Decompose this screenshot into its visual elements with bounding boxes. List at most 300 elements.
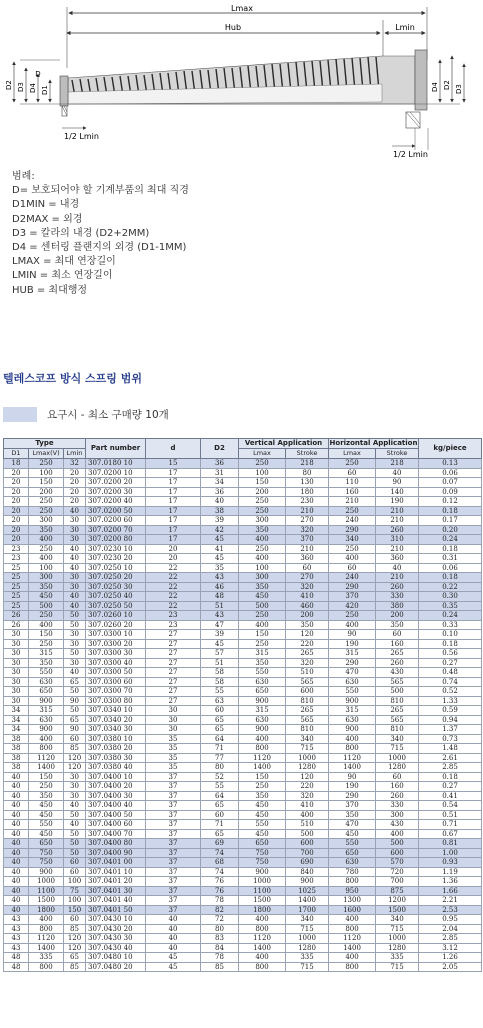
table-row — [4, 487, 482, 497]
cell-d2: 65 — [201, 829, 239, 839]
cell-h-stroke: 300 — [376, 810, 419, 820]
cell-d: 30 — [146, 715, 201, 725]
legend-title: 범례: — [12, 171, 35, 182]
cell-v-stroke: 320 — [286, 525, 329, 535]
table-row — [4, 611, 482, 621]
cell-h-stroke: 340 — [376, 734, 419, 744]
cell-lmax-v: 650 — [29, 687, 64, 697]
cell-d1: 23 — [4, 544, 29, 554]
cell-h-stroke: 500 — [376, 839, 419, 849]
cell-lmax-v: 250 — [29, 497, 64, 507]
cell-d2: 65 — [201, 801, 239, 811]
cell-v-lmax: 250 — [239, 639, 286, 649]
cell-h-stroke: 200 — [376, 611, 419, 621]
table-row — [4, 639, 482, 649]
cell-h-lmax: 1600 — [329, 905, 376, 915]
cell-weight: 2.21 — [419, 896, 482, 906]
cell-v-lmax: 315 — [239, 649, 286, 659]
cell-d1: 34 — [4, 725, 29, 735]
cell-v-stroke: 220 — [286, 782, 329, 792]
cell-d: 37 — [146, 772, 201, 782]
half-lmin-right-label: 1/2 Lmin — [393, 150, 428, 159]
cell-d2: 31 — [201, 468, 239, 478]
cell-lmax-v: 350 — [29, 582, 64, 592]
cell-lmin: 40 — [64, 592, 86, 602]
cell-lmin: 32 — [64, 459, 86, 469]
cell-d1: 40 — [4, 829, 29, 839]
cell-d1: 40 — [4, 848, 29, 858]
cell-v-lmax: 400 — [239, 535, 286, 545]
cell-h-lmax: 190 — [329, 782, 376, 792]
cell-d1: 43 — [4, 915, 29, 925]
cell-d: 37 — [146, 820, 201, 830]
cell-v-lmax: 300 — [239, 516, 286, 526]
cell-d2: 68 — [201, 858, 239, 868]
cell-weight: 1.33 — [419, 696, 482, 706]
cell-v-stroke: 600 — [286, 839, 329, 849]
cell-v-lmax: 800 — [239, 924, 286, 934]
cell-v-lmax: 630 — [239, 715, 286, 725]
cell-lmax-v: 150 — [29, 772, 64, 782]
cell-d: 22 — [146, 563, 201, 573]
cell-lmax-v: 1800 — [29, 905, 64, 915]
cell-h-stroke: 260 — [376, 658, 419, 668]
cell-v-stroke: 510 — [286, 820, 329, 830]
cell-d: 30 — [146, 706, 201, 716]
cell-v-lmax: 400 — [239, 620, 286, 630]
cell-v-lmax: 400 — [239, 953, 286, 963]
cell-d1: 25 — [4, 601, 29, 611]
d3-label: D3 — [17, 82, 25, 92]
cell-weight: 0.30 — [419, 592, 482, 602]
cell-weight: 0.35 — [419, 601, 482, 611]
cell-part-number: 307.0400 30 — [86, 791, 146, 801]
cell-part-number: 307.0401 00 — [86, 858, 146, 868]
cell-d2: 43 — [201, 611, 239, 621]
cell-h-lmax: 1400 — [329, 763, 376, 773]
cell-lmax-v: 500 — [29, 601, 64, 611]
cell-lmin: 30 — [64, 573, 86, 583]
cell-d2: 57 — [201, 649, 239, 659]
cell-h-lmax: 315 — [329, 649, 376, 659]
cell-d1: 43 — [4, 924, 29, 934]
cell-d1: 30 — [4, 649, 29, 659]
cell-lmax-v: 800 — [29, 962, 64, 972]
table-row — [4, 744, 482, 754]
cell-lmin: 30 — [64, 772, 86, 782]
cell-v-stroke: 60 — [286, 563, 329, 573]
header-vertical: Vertical Application — [239, 439, 329, 449]
cell-d1: 38 — [4, 734, 29, 744]
cell-h-lmax: 1300 — [329, 896, 376, 906]
table-row — [4, 943, 482, 953]
table-row — [4, 706, 482, 716]
cell-d: 40 — [146, 943, 201, 953]
cell-lmax-v: 1000 — [29, 877, 64, 887]
cell-d: 37 — [146, 782, 201, 792]
cell-lmax-v: 250 — [29, 611, 64, 621]
hub-label: Hub — [224, 23, 242, 32]
cell-v-stroke: 715 — [286, 924, 329, 934]
table-row — [4, 896, 482, 906]
cell-v-lmax: 450 — [239, 592, 286, 602]
cell-lmax-v: 1400 — [29, 943, 64, 953]
cell-d: 27 — [146, 668, 201, 678]
cell-d1: 25 — [4, 582, 29, 592]
cell-v-lmax: 900 — [239, 867, 286, 877]
cell-lmin: 30 — [64, 658, 86, 668]
cell-h-stroke: 700 — [376, 877, 419, 887]
cell-part-number: 307.0300 40 — [86, 658, 146, 668]
table-row — [4, 725, 482, 735]
cell-d2: 65 — [201, 715, 239, 725]
cell-h-stroke: 570 — [376, 858, 419, 868]
cell-h-lmax: 400 — [329, 554, 376, 564]
cell-lmin: 30 — [64, 639, 86, 649]
cell-h-lmax: 800 — [329, 962, 376, 972]
cell-lmax-v: 750 — [29, 848, 64, 858]
cell-lmax-v: 250 — [29, 459, 64, 469]
section-title: 텔레스코프 방식 스프링 범위 — [3, 372, 142, 385]
cell-d: 17 — [146, 487, 201, 497]
cell-lmax-v: 315 — [29, 649, 64, 659]
cell-d1: 40 — [4, 791, 29, 801]
cell-weight: 2.53 — [419, 905, 482, 915]
cell-h-lmax: 290 — [329, 525, 376, 535]
cell-h-lmax: 250 — [329, 506, 376, 516]
cell-d: 22 — [146, 601, 201, 611]
cell-d2: 46 — [201, 582, 239, 592]
cell-v-stroke: 218 — [286, 459, 329, 469]
cell-lmax-v: 150 — [29, 478, 64, 488]
cell-lmax-v: 630 — [29, 677, 64, 687]
cell-h-stroke: 715 — [376, 962, 419, 972]
cell-lmax-v: 350 — [29, 658, 64, 668]
cell-d1: 25 — [4, 563, 29, 573]
cell-part-number: 307.0400 40 — [86, 801, 146, 811]
cell-weight: 0.81 — [419, 839, 482, 849]
cell-h-lmax: 350 — [329, 810, 376, 820]
cell-lmin: 100 — [64, 877, 86, 887]
cell-v-stroke: 565 — [286, 715, 329, 725]
cell-lmin: 60 — [64, 867, 86, 877]
cell-d1: 43 — [4, 943, 29, 953]
cell-d: 37 — [146, 867, 201, 877]
cell-v-lmax: 1400 — [239, 763, 286, 773]
cell-h-lmax: 550 — [329, 839, 376, 849]
table-row — [4, 791, 482, 801]
cell-part-number: 307.0200 80 — [86, 535, 146, 545]
cell-d: 23 — [146, 611, 201, 621]
cell-part-number: 307.0430 30 — [86, 934, 146, 944]
cell-d1: 40 — [4, 820, 29, 830]
cell-part-number: 307.0200 20 — [86, 478, 146, 488]
cell-v-stroke: 320 — [286, 658, 329, 668]
cell-h-stroke: 1280 — [376, 943, 419, 953]
cell-weight: 1.00 — [419, 848, 482, 858]
cell-part-number: 307.0300 10 — [86, 630, 146, 640]
header-d2: D2 — [201, 439, 239, 459]
cell-d: 27 — [146, 658, 201, 668]
cell-lmin: 120 — [64, 753, 86, 763]
cell-h-stroke: 1500 — [376, 905, 419, 915]
cell-d2: 39 — [201, 516, 239, 526]
cell-part-number: 307.0400 80 — [86, 839, 146, 849]
cell-h-stroke: 1200 — [376, 896, 419, 906]
header-v-stroke: Stroke — [286, 449, 329, 459]
cell-part-number: 307.0340 10 — [86, 706, 146, 716]
cell-weight: 0.18 — [419, 544, 482, 554]
d2-right-label: D2 — [443, 80, 451, 90]
cell-h-lmax: 315 — [329, 706, 376, 716]
cell-h-stroke: 40 — [376, 563, 419, 573]
cell-part-number: 307.0250 50 — [86, 601, 146, 611]
cell-part-number: 307.0200 30 — [86, 487, 146, 497]
cell-lmax-v: 250 — [29, 544, 64, 554]
cell-lmax-v: 750 — [29, 858, 64, 868]
cell-d: 37 — [146, 839, 201, 849]
cell-part-number: 307.0180 10 — [86, 459, 146, 469]
table-row — [4, 810, 482, 820]
table-row — [4, 516, 482, 526]
telescopic-spring-diagram — [0, 0, 483, 165]
cell-d: 17 — [146, 525, 201, 535]
cell-h-lmax: 60 — [329, 468, 376, 478]
cell-v-stroke: 80 — [286, 468, 329, 478]
d4-label: D4 — [29, 83, 37, 93]
cell-d2: 69 — [201, 839, 239, 849]
cell-d1: 26 — [4, 620, 29, 630]
cell-d1: 20 — [4, 478, 29, 488]
cell-part-number: 307.0400 60 — [86, 820, 146, 830]
cell-lmax-v: 400 — [29, 620, 64, 630]
cell-v-lmax: 150 — [239, 772, 286, 782]
cell-weight: 0.93 — [419, 858, 482, 868]
cell-d1: 30 — [4, 696, 29, 706]
cell-weight: 2.05 — [419, 962, 482, 972]
table-row — [4, 734, 482, 744]
cell-v-stroke: 220 — [286, 639, 329, 649]
header-lmax-v: Lmax(V) — [29, 449, 64, 459]
cell-d: 23 — [146, 620, 201, 630]
cell-d2: 74 — [201, 867, 239, 877]
cell-h-lmax: 400 — [329, 953, 376, 963]
cell-h-lmax: 1120 — [329, 753, 376, 763]
cell-lmin: 20 — [64, 478, 86, 488]
cell-d2: 36 — [201, 459, 239, 469]
cell-d1: 18 — [4, 459, 29, 469]
cell-d1: 25 — [4, 573, 29, 583]
table-row — [4, 592, 482, 602]
cell-h-lmax: 800 — [329, 744, 376, 754]
cell-d2: 80 — [201, 924, 239, 934]
cell-d: 17 — [146, 516, 201, 526]
table-row — [4, 877, 482, 887]
cell-part-number: 307.0250 20 — [86, 573, 146, 583]
header-d: d — [146, 439, 201, 459]
cell-part-number: 307.0401 40 — [86, 896, 146, 906]
table-row — [4, 905, 482, 915]
cell-lmin: 30 — [64, 525, 86, 535]
cell-v-stroke: 400 — [286, 810, 329, 820]
header-d1: D1 — [4, 449, 29, 459]
cell-lmax-v: 550 — [29, 820, 64, 830]
cell-d: 35 — [146, 763, 201, 773]
cell-v-stroke: 410 — [286, 801, 329, 811]
cell-part-number: 307.0400 70 — [86, 829, 146, 839]
spring-spec-table — [3, 438, 482, 972]
cell-h-lmax: 470 — [329, 668, 376, 678]
cell-lmin: 40 — [64, 668, 86, 678]
cell-part-number: 307.0401 30 — [86, 886, 146, 896]
cell-d: 27 — [146, 677, 201, 687]
cell-h-stroke: 400 — [376, 829, 419, 839]
cell-d2: 45 — [201, 554, 239, 564]
cell-d2: 64 — [201, 734, 239, 744]
cell-lmax-v: 400 — [29, 915, 64, 925]
cell-v-stroke: 715 — [286, 744, 329, 754]
cell-lmax-v: 100 — [29, 468, 64, 478]
cell-weight: 0.12 — [419, 497, 482, 507]
cell-lmax-v: 900 — [29, 725, 64, 735]
header-part-number: Part number — [86, 439, 146, 459]
cell-lmax-v: 350 — [29, 525, 64, 535]
cell-v-stroke: 1280 — [286, 763, 329, 773]
cell-h-stroke: 190 — [376, 497, 419, 507]
cell-v-stroke: 130 — [286, 478, 329, 488]
cell-weight: 2.85 — [419, 763, 482, 773]
cell-lmax-v: 150 — [29, 630, 64, 640]
cell-v-stroke: 360 — [286, 554, 329, 564]
cell-d1: 38 — [4, 753, 29, 763]
cell-d1: 30 — [4, 630, 29, 640]
cell-h-stroke: 330 — [376, 801, 419, 811]
cell-weight: 0.51 — [419, 810, 482, 820]
cell-h-lmax: 240 — [329, 516, 376, 526]
cell-weight: 0.73 — [419, 734, 482, 744]
cell-h-lmax: 780 — [329, 867, 376, 877]
header-h-stroke: Stroke — [376, 449, 419, 459]
cell-h-lmax: 160 — [329, 487, 376, 497]
cell-part-number: 307.0401 20 — [86, 877, 146, 887]
cell-v-stroke: 210 — [286, 506, 329, 516]
cell-lmax-v: 250 — [29, 782, 64, 792]
cell-weight: 0.18 — [419, 573, 482, 583]
cell-lmax-v: 450 — [29, 592, 64, 602]
cell-v-stroke: 340 — [286, 734, 329, 744]
cell-d: 27 — [146, 649, 201, 659]
cell-lmax-v: 400 — [29, 535, 64, 545]
cell-lmin: 150 — [64, 905, 86, 915]
cell-part-number: 307.0400 50 — [86, 810, 146, 820]
table-row — [4, 953, 482, 963]
cell-d: 22 — [146, 582, 201, 592]
cell-d: 37 — [146, 896, 201, 906]
d2-label: D2 — [5, 80, 13, 90]
cell-part-number: 307.0300 60 — [86, 677, 146, 687]
cell-part-number: 307.0200 40 — [86, 497, 146, 507]
cell-v-stroke: 1400 — [286, 896, 329, 906]
cell-lmin: 50 — [64, 611, 86, 621]
spec-table-body — [4, 459, 482, 972]
cell-d: 37 — [146, 848, 201, 858]
cell-lmin: 30 — [64, 516, 86, 526]
cell-lmin: 50 — [64, 848, 86, 858]
cell-d: 17 — [146, 535, 201, 545]
cell-weight: 1.19 — [419, 867, 482, 877]
cell-v-stroke: 840 — [286, 867, 329, 877]
cell-h-lmax: 630 — [329, 677, 376, 687]
cell-d2: 34 — [201, 478, 239, 488]
cell-d2: 58 — [201, 668, 239, 678]
cell-v-lmax: 150 — [239, 630, 286, 640]
lmin-label: Lmin — [395, 23, 415, 32]
legend-line: LMAX = 최대 연장길이 — [12, 256, 116, 268]
cell-v-stroke: 715 — [286, 962, 329, 972]
cell-d2: 78 — [201, 896, 239, 906]
table-row — [4, 468, 482, 478]
cell-h-lmax: 400 — [329, 620, 376, 630]
cell-weight: 2.85 — [419, 934, 482, 944]
cell-d2: 38 — [201, 506, 239, 516]
cell-d2: 60 — [201, 706, 239, 716]
cell-lmin: 20 — [64, 487, 86, 497]
cell-weight: 0.59 — [419, 706, 482, 716]
cell-d: 27 — [146, 639, 201, 649]
cell-part-number: 307.0340 20 — [86, 715, 146, 725]
cell-h-stroke: 260 — [376, 791, 419, 801]
cell-h-lmax: 290 — [329, 791, 376, 801]
cell-v-stroke: 120 — [286, 630, 329, 640]
cell-h-stroke: 210 — [376, 573, 419, 583]
cell-part-number: 307.0260 20 — [86, 620, 146, 630]
cell-h-stroke: 60 — [376, 772, 419, 782]
cell-part-number: 307.0250 10 — [86, 563, 146, 573]
cell-d: 30 — [146, 725, 201, 735]
cell-v-lmax: 1120 — [239, 934, 286, 944]
cell-v-lmax: 250 — [239, 544, 286, 554]
cell-lmin: 90 — [64, 725, 86, 735]
cell-h-lmax: 1400 — [329, 943, 376, 953]
cell-d: 37 — [146, 829, 201, 839]
cell-d2: 60 — [201, 810, 239, 820]
cell-h-lmax: 650 — [329, 848, 376, 858]
table-row — [4, 601, 482, 611]
cell-lmin: 50 — [64, 810, 86, 820]
cell-h-stroke: 430 — [376, 820, 419, 830]
cell-weight: 0.48 — [419, 668, 482, 678]
cell-d1: 30 — [4, 677, 29, 687]
cell-h-lmax: 800 — [329, 924, 376, 934]
cell-v-stroke: 900 — [286, 877, 329, 887]
cell-d1: 40 — [4, 867, 29, 877]
cell-lmax-v: 100 — [29, 563, 64, 573]
cell-v-stroke: 120 — [286, 772, 329, 782]
cell-v-stroke: 810 — [286, 725, 329, 735]
cell-h-lmax: 950 — [329, 886, 376, 896]
cell-part-number: 307.0250 40 — [86, 592, 146, 602]
cell-d: 40 — [146, 924, 201, 934]
cell-part-number: 307.0480 20 — [86, 962, 146, 972]
cell-h-stroke: 360 — [376, 554, 419, 564]
cell-part-number: 307.0340 30 — [86, 725, 146, 735]
cell-v-lmax: 200 — [239, 487, 286, 497]
cell-d2: 42 — [201, 525, 239, 535]
cell-lmin: 85 — [64, 962, 86, 972]
cell-lmin: 40 — [64, 563, 86, 573]
cell-weight: 0.95 — [419, 915, 482, 925]
cell-weight: 0.71 — [419, 820, 482, 830]
